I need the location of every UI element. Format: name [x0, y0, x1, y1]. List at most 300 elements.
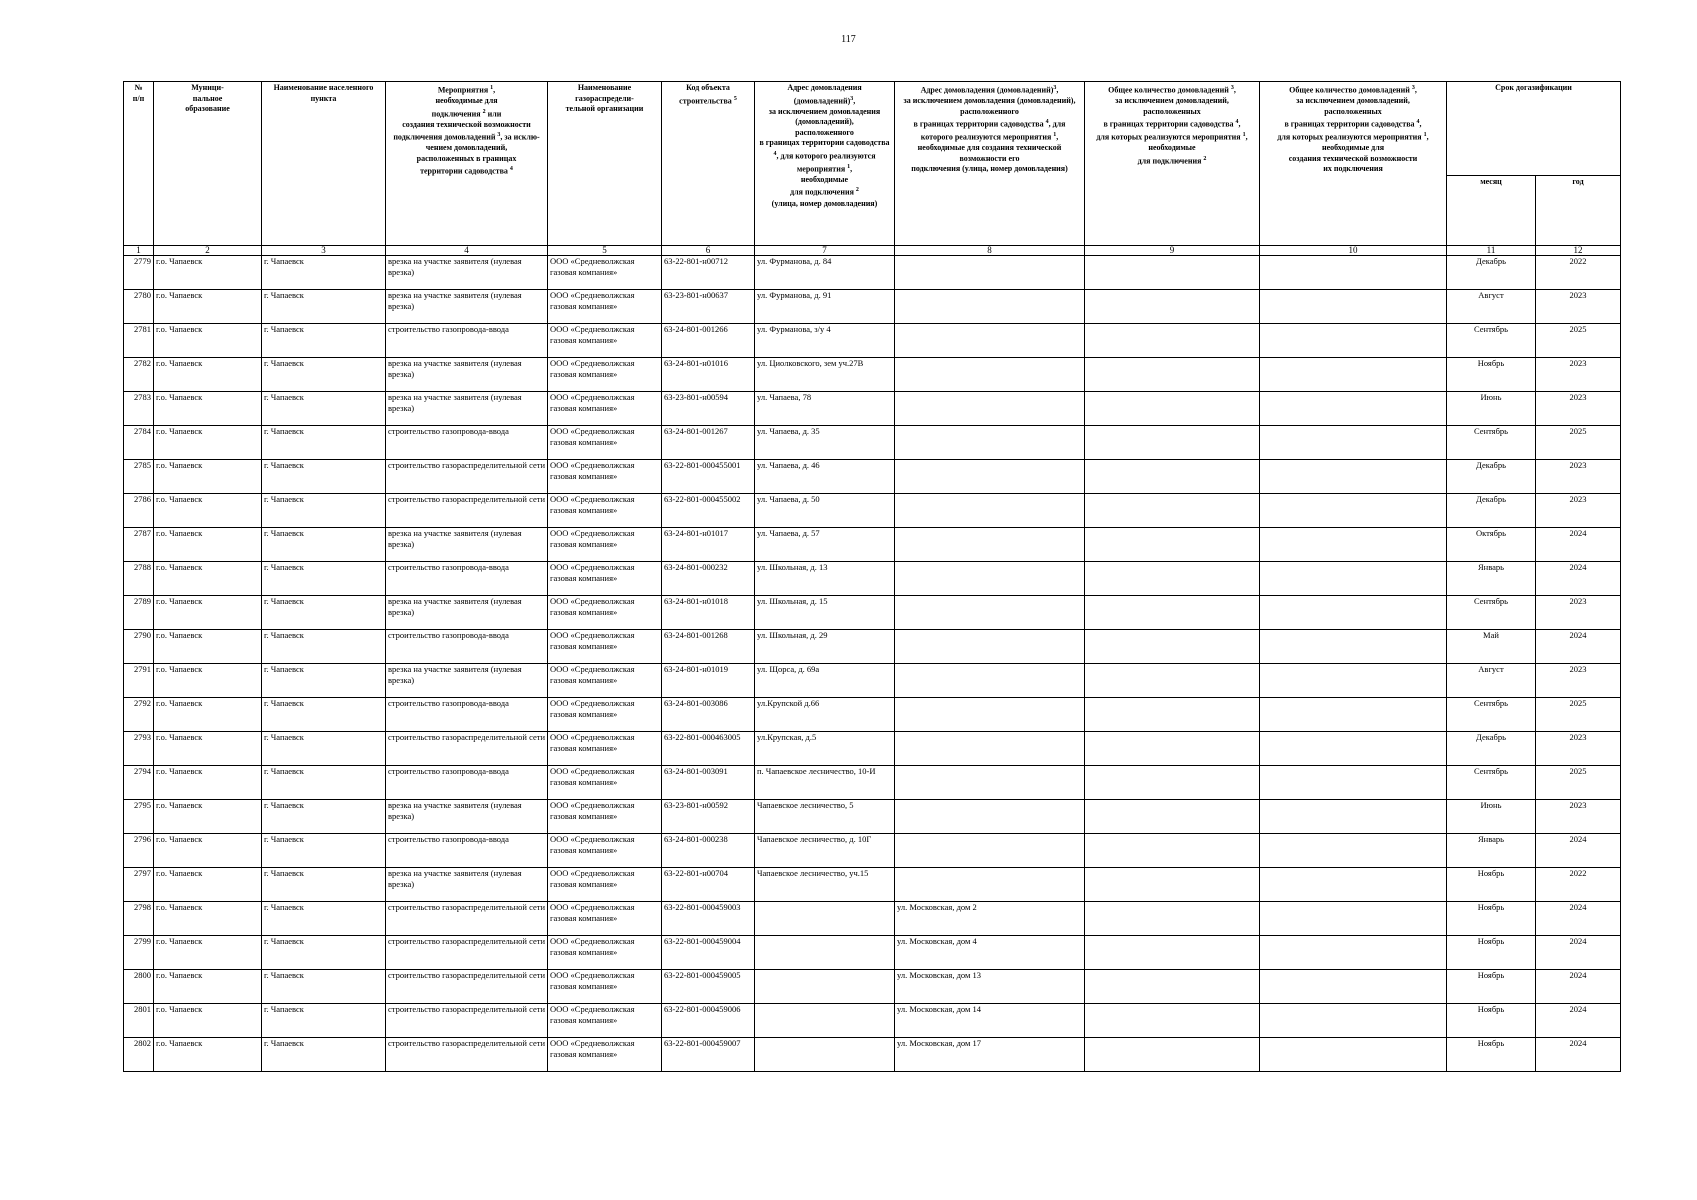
cell-locality: г. Чапаевск: [262, 698, 386, 732]
cell-object-code: 63-23-801-н00594: [662, 392, 755, 426]
cell-month: Декабрь: [1447, 256, 1536, 290]
cell-object-code: 63-24-801-н01017: [662, 528, 755, 562]
cell-address-tech: [895, 732, 1085, 766]
cell-event: строительство газораспределительной сети: [386, 902, 548, 936]
table-row: [124, 766, 1621, 800]
cell-organization: ООО «Средневолжская газовая компания»: [548, 766, 662, 800]
cell-year: 2024: [1536, 1038, 1621, 1072]
header-organization: Наименование газораспредели- тельной организации: [548, 82, 662, 246]
cell-municipality: г.о. Чапаевск: [154, 698, 262, 732]
cell-locality: г. Чапаевск: [262, 392, 386, 426]
cell-object-code: 63-22-801-000463005: [662, 732, 755, 766]
cell-locality: г. Чапаевск: [262, 494, 386, 528]
cell-organization: ООО «Средневолжская газовая компания»: [548, 426, 662, 460]
cell-year: 2023: [1536, 392, 1621, 426]
cell-row-number: 2787: [124, 528, 154, 562]
table-row: [124, 494, 1621, 528]
cell-total-connection: [1085, 1004, 1260, 1038]
cell-total-connection: [1085, 596, 1260, 630]
cell-organization: ООО «Средневолжская газовая компания»: [548, 256, 662, 290]
cell-locality: г. Чапаевск: [262, 902, 386, 936]
cell-total-tech: [1260, 1004, 1447, 1038]
cell-month: Декабрь: [1447, 494, 1536, 528]
cell-object-code: 63-24-801-н01018: [662, 596, 755, 630]
cell-month: Январь: [1447, 562, 1536, 596]
cell-object-code: 63-23-801-н00592: [662, 800, 755, 834]
cell-address-tech: ул. Московская, дом 13: [895, 970, 1085, 1004]
cell-municipality: г.о. Чапаевск: [154, 970, 262, 1004]
cell-row-number: 2785: [124, 460, 154, 494]
table-row: [124, 902, 1621, 936]
cell-address-tech: [895, 868, 1085, 902]
cell-month: Сентябрь: [1447, 426, 1536, 460]
cell-month: Ноябрь: [1447, 902, 1536, 936]
cell-municipality: г.о. Чапаевск: [154, 392, 262, 426]
cell-locality: г. Чапаевск: [262, 528, 386, 562]
column-number: 11: [1447, 246, 1536, 256]
cell-row-number: 2779: [124, 256, 154, 290]
cell-address-connection: ул. Фурманова, д. 84: [755, 256, 895, 290]
cell-object-code: 63-22-801-000455002: [662, 494, 755, 528]
column-number: 5: [548, 246, 662, 256]
cell-total-connection: [1085, 1038, 1260, 1072]
cell-municipality: г.о. Чапаевск: [154, 800, 262, 834]
cell-municipality: г.о. Чапаевск: [154, 834, 262, 868]
header-municipality: Муници- пальное образование: [154, 82, 262, 246]
cell-event: врезка на участке заявителя (нулевая врезка): [386, 528, 548, 562]
cell-object-code: 63-22-801-н00712: [662, 256, 755, 290]
cell-object-code: 63-22-801-000459004: [662, 936, 755, 970]
cell-object-code: 63-22-801-000459005: [662, 970, 755, 1004]
cell-organization: ООО «Средневолжская газовая компания»: [548, 392, 662, 426]
cell-event: строительство газопровода-ввода: [386, 834, 548, 868]
cell-row-number: 2788: [124, 562, 154, 596]
cell-year: 2023: [1536, 596, 1621, 630]
cell-total-connection: [1085, 664, 1260, 698]
column-number-row: [124, 246, 1621, 256]
cell-month: Ноябрь: [1447, 970, 1536, 1004]
table-row: [124, 596, 1621, 630]
page-number: 117: [841, 34, 856, 45]
cell-address-connection: [755, 902, 895, 936]
cell-locality: г. Чапаевск: [262, 358, 386, 392]
cell-year: 2023: [1536, 494, 1621, 528]
cell-year: 2022: [1536, 256, 1621, 290]
cell-organization: ООО «Средневолжская газовая компания»: [548, 834, 662, 868]
cell-address-connection: ул.Крупской д.66: [755, 698, 895, 732]
cell-object-code: 63-24-801-003086: [662, 698, 755, 732]
cell-total-connection: [1085, 324, 1260, 358]
cell-month: Декабрь: [1447, 732, 1536, 766]
cell-organization: ООО «Средневолжская газовая компания»: [548, 936, 662, 970]
cell-month: Июнь: [1447, 800, 1536, 834]
cell-row-number: 2780: [124, 290, 154, 324]
cell-month: Сентябрь: [1447, 698, 1536, 732]
header-month: месяц: [1447, 176, 1536, 246]
cell-month: Ноябрь: [1447, 868, 1536, 902]
cell-municipality: г.о. Чапаевск: [154, 358, 262, 392]
cell-year: 2023: [1536, 460, 1621, 494]
cell-address-connection: [755, 970, 895, 1004]
cell-municipality: г.о. Чапаевск: [154, 936, 262, 970]
cell-address-connection: Чапаевское лесничество, уч.15: [755, 868, 895, 902]
table-row: [124, 800, 1621, 834]
cell-total-tech: [1260, 256, 1447, 290]
table-body: [124, 246, 1621, 1072]
cell-month: Сентябрь: [1447, 596, 1536, 630]
cell-month: Ноябрь: [1447, 1004, 1536, 1038]
table-row: [124, 392, 1621, 426]
cell-total-connection: [1085, 494, 1260, 528]
cell-month: Сентябрь: [1447, 324, 1536, 358]
cell-municipality: г.о. Чапаевск: [154, 528, 262, 562]
cell-locality: г. Чапаевск: [262, 290, 386, 324]
cell-address-tech: [895, 596, 1085, 630]
cell-total-tech: [1260, 732, 1447, 766]
cell-event: врезка на участке заявителя (нулевая врезка): [386, 800, 548, 834]
cell-object-code: 63-24-801-н01016: [662, 358, 755, 392]
cell-row-number: 2792: [124, 698, 154, 732]
cell-event: строительство газопровода-ввода: [386, 426, 548, 460]
cell-address-tech: [895, 766, 1085, 800]
cell-total-tech: [1260, 528, 1447, 562]
cell-event: строительство газораспределительной сети: [386, 494, 548, 528]
cell-locality: г. Чапаевск: [262, 732, 386, 766]
cell-locality: г. Чапаевск: [262, 596, 386, 630]
cell-event: строительство газораспределительной сети: [386, 970, 548, 1004]
cell-row-number: 2799: [124, 936, 154, 970]
cell-address-connection: ул. Чапаева, д. 35: [755, 426, 895, 460]
column-number: 8: [895, 246, 1085, 256]
cell-organization: ООО «Средневолжская газовая компания»: [548, 902, 662, 936]
cell-total-connection: [1085, 256, 1260, 290]
cell-organization: ООО «Средневолжская газовая компания»: [548, 1004, 662, 1038]
cell-total-connection: [1085, 426, 1260, 460]
column-number: 3: [262, 246, 386, 256]
cell-address-tech: [895, 664, 1085, 698]
cell-address-connection: ул. Чапаева, 78: [755, 392, 895, 426]
cell-organization: ООО «Средневолжская газовая компания»: [548, 970, 662, 1004]
cell-month: Май: [1447, 630, 1536, 664]
column-number: 1: [124, 246, 154, 256]
cell-organization: ООО «Средневолжская газовая компания»: [548, 358, 662, 392]
column-number: 10: [1260, 246, 1447, 256]
cell-year: 2024: [1536, 902, 1621, 936]
cell-total-tech: [1260, 392, 1447, 426]
cell-organization: ООО «Средневолжская газовая компания»: [548, 732, 662, 766]
cell-year: 2024: [1536, 936, 1621, 970]
cell-year: 2024: [1536, 1004, 1621, 1038]
cell-address-connection: ул. Школьная, д. 29: [755, 630, 895, 664]
cell-locality: г. Чапаевск: [262, 664, 386, 698]
cell-year: 2022: [1536, 868, 1621, 902]
cell-locality: г. Чапаевск: [262, 1004, 386, 1038]
cell-organization: ООО «Средневолжская газовая компания»: [548, 324, 662, 358]
table-row: [124, 1004, 1621, 1038]
cell-address-tech: [895, 800, 1085, 834]
cell-object-code: 63-24-801-001268: [662, 630, 755, 664]
cell-row-number: 2802: [124, 1038, 154, 1072]
cell-row-number: 2784: [124, 426, 154, 460]
cell-total-connection: [1085, 970, 1260, 1004]
cell-address-tech: [895, 494, 1085, 528]
cell-address-tech: [895, 562, 1085, 596]
header-address-connection: Адрес домовладения (домовладений)$^3$, за исключением домовладения (домовладений), расположенного в границах территории садоводства $^4$, для которого реализуются мероприятия $^1$, необходимые для подключения $^2$ (улица, номер домовладения): [755, 82, 895, 246]
cell-object-code: 63-22-801-000459003: [662, 902, 755, 936]
cell-organization: ООО «Средневолжская газовая компания»: [548, 460, 662, 494]
cell-row-number: 2798: [124, 902, 154, 936]
cell-object-code: 63-24-801-001267: [662, 426, 755, 460]
cell-total-tech: [1260, 834, 1447, 868]
column-number: 9: [1085, 246, 1260, 256]
cell-event: строительство газопровода-ввода: [386, 698, 548, 732]
cell-address-connection: ул. Щорса, д. 69а: [755, 664, 895, 698]
cell-event: строительство газораспределительной сети: [386, 936, 548, 970]
table-row: [124, 970, 1621, 1004]
cell-month: Октябрь: [1447, 528, 1536, 562]
cell-total-connection: [1085, 732, 1260, 766]
cell-event: врезка на участке заявителя (нулевая врезка): [386, 664, 548, 698]
cell-month: Август: [1447, 664, 1536, 698]
cell-total-tech: [1260, 290, 1447, 324]
table-row: [124, 664, 1621, 698]
cell-total-connection: [1085, 630, 1260, 664]
cell-total-tech: [1260, 936, 1447, 970]
cell-object-code: 63-23-801-н00637: [662, 290, 755, 324]
cell-year: 2025: [1536, 766, 1621, 800]
cell-total-tech: [1260, 902, 1447, 936]
cell-total-connection: [1085, 290, 1260, 324]
cell-locality: г. Чапаевск: [262, 324, 386, 358]
cell-object-code: 63-24-801-000232: [662, 562, 755, 596]
cell-month: Ноябрь: [1447, 1038, 1536, 1072]
table-row: [124, 528, 1621, 562]
cell-municipality: г.о. Чапаевск: [154, 290, 262, 324]
cell-event: строительство газораспределительной сети: [386, 460, 548, 494]
cell-address-connection: ул. Чапаева, д. 57: [755, 528, 895, 562]
cell-address-connection: [755, 936, 895, 970]
cell-address-connection: Чапаевское лесничество, д. 10Г: [755, 834, 895, 868]
cell-locality: г. Чапаевск: [262, 936, 386, 970]
cell-row-number: 2794: [124, 766, 154, 800]
table-row: [124, 1038, 1621, 1072]
cell-row-number: 2791: [124, 664, 154, 698]
cell-organization: ООО «Средневолжская газовая компания»: [548, 596, 662, 630]
cell-row-number: 2800: [124, 970, 154, 1004]
table-row: [124, 290, 1621, 324]
cell-month: Сентябрь: [1447, 766, 1536, 800]
cell-locality: г. Чапаевск: [262, 970, 386, 1004]
cell-municipality: г.о. Чапаевск: [154, 766, 262, 800]
cell-event: строительство газопровода-ввода: [386, 766, 548, 800]
cell-month: Июнь: [1447, 392, 1536, 426]
cell-year: 2024: [1536, 834, 1621, 868]
header-locality: Наименование населенного пункта: [262, 82, 386, 246]
cell-locality: г. Чапаевск: [262, 868, 386, 902]
cell-year: 2024: [1536, 630, 1621, 664]
cell-organization: ООО «Средневолжская газовая компания»: [548, 494, 662, 528]
table-row: [124, 936, 1621, 970]
cell-month: Август: [1447, 290, 1536, 324]
cell-object-code: 63-24-801-н01019: [662, 664, 755, 698]
cell-row-number: 2781: [124, 324, 154, 358]
cell-address-connection: п. Чапаевское лесничество, 10-И: [755, 766, 895, 800]
cell-row-number: 2786: [124, 494, 154, 528]
cell-year: 2023: [1536, 358, 1621, 392]
cell-total-tech: [1260, 426, 1447, 460]
cell-total-connection: [1085, 562, 1260, 596]
cell-municipality: г.о. Чапаевск: [154, 596, 262, 630]
cell-year: 2024: [1536, 528, 1621, 562]
cell-row-number: 2782: [124, 358, 154, 392]
cell-row-number: 2796: [124, 834, 154, 868]
cell-address-tech: ул. Московская, дом 17: [895, 1038, 1085, 1072]
cell-locality: г. Чапаевск: [262, 766, 386, 800]
cell-organization: ООО «Средневолжская газовая компания»: [548, 630, 662, 664]
cell-address-tech: ул. Московская, дом 14: [895, 1004, 1085, 1038]
cell-municipality: г.о. Чапаевск: [154, 494, 262, 528]
cell-municipality: г.о. Чапаевск: [154, 460, 262, 494]
cell-municipality: г.о. Чапаевск: [154, 1004, 262, 1038]
cell-row-number: 2783: [124, 392, 154, 426]
column-number: 6: [662, 246, 755, 256]
cell-total-tech: [1260, 1038, 1447, 1072]
cell-total-connection: [1085, 358, 1260, 392]
cell-total-tech: [1260, 630, 1447, 664]
cell-object-code: 63-24-801-003091: [662, 766, 755, 800]
column-number: 4: [386, 246, 548, 256]
gasification-table: [123, 81, 1621, 1072]
header-deadline: Срок догазификации: [1447, 82, 1621, 176]
cell-address-tech: [895, 834, 1085, 868]
cell-locality: г. Чапаевск: [262, 426, 386, 460]
cell-year: 2025: [1536, 324, 1621, 358]
cell-address-tech: [895, 698, 1085, 732]
cell-locality: г. Чапаевск: [262, 256, 386, 290]
cell-organization: ООО «Средневолжская газовая компания»: [548, 562, 662, 596]
cell-address-tech: [895, 460, 1085, 494]
cell-address-tech: [895, 392, 1085, 426]
cell-municipality: г.о. Чапаевск: [154, 902, 262, 936]
cell-organization: ООО «Средневолжская газовая компания»: [548, 290, 662, 324]
cell-locality: г. Чапаевск: [262, 1038, 386, 1072]
cell-address-connection: ул. Школьная, д. 13: [755, 562, 895, 596]
cell-month: Январь: [1447, 834, 1536, 868]
cell-row-number: 2801: [124, 1004, 154, 1038]
header-num: № п/п: [124, 82, 154, 246]
column-number: 7: [755, 246, 895, 256]
cell-locality: г. Чапаевск: [262, 630, 386, 664]
cell-municipality: г.о. Чапаевск: [154, 1038, 262, 1072]
cell-total-tech: [1260, 766, 1447, 800]
cell-total-connection: [1085, 902, 1260, 936]
cell-year: 2025: [1536, 698, 1621, 732]
cell-event: врезка на участке заявителя (нулевая врезка): [386, 392, 548, 426]
cell-address-connection: [755, 1004, 895, 1038]
cell-address-tech: [895, 426, 1085, 460]
cell-address-connection: Чапаевское лесничество, 5: [755, 800, 895, 834]
cell-address-connection: ул. Чапаева, д. 50: [755, 494, 895, 528]
cell-organization: ООО «Средневолжская газовая компания»: [548, 698, 662, 732]
cell-municipality: г.о. Чапаевск: [154, 868, 262, 902]
cell-total-tech: [1260, 460, 1447, 494]
cell-event: врезка на участке заявителя (нулевая врезка): [386, 256, 548, 290]
cell-year: 2025: [1536, 426, 1621, 460]
cell-total-connection: [1085, 766, 1260, 800]
cell-total-connection: [1085, 460, 1260, 494]
table-row: [124, 358, 1621, 392]
table-row: [124, 562, 1621, 596]
cell-locality: г. Чапаевск: [262, 800, 386, 834]
table-row: [124, 324, 1621, 358]
cell-year: 2023: [1536, 732, 1621, 766]
table-row: [124, 256, 1621, 290]
cell-address-connection: ул. Циолковского, зем уч.27В: [755, 358, 895, 392]
cell-object-code: 63-24-801-000238: [662, 834, 755, 868]
header-object-code: Код объекта строительства $^5$: [662, 82, 755, 246]
header-total-connection: Общее количество домовладений $^3$, за исключением домовладений, расположенных в границах территории садоводства $^4$, для которых реализуются мероприятия $^1$, необходимые для подключения $^2$: [1085, 82, 1260, 246]
cell-total-tech: [1260, 358, 1447, 392]
cell-total-tech: [1260, 698, 1447, 732]
cell-year: 2023: [1536, 664, 1621, 698]
cell-address-connection: [755, 1038, 895, 1072]
cell-address-tech: [895, 290, 1085, 324]
cell-address-connection: ул. Фурманова, з/у 4: [755, 324, 895, 358]
table-row: [124, 426, 1621, 460]
cell-address-connection: ул. Фурманова, д. 91: [755, 290, 895, 324]
cell-municipality: г.о. Чапаевск: [154, 664, 262, 698]
cell-municipality: г.о. Чапаевск: [154, 324, 262, 358]
cell-municipality: г.о. Чапаевск: [154, 426, 262, 460]
cell-address-connection: ул. Школьная, д. 15: [755, 596, 895, 630]
header-address-tech: Адрес домовладения (домовладений)$^3$, за исключением домовладения (домовладений), расположенного в границах территории садоводства $^4$, для которого реализуются мероприятия $^1$, необходимые для создания технической возможности его подключения (улица, номер домовладения): [895, 82, 1085, 246]
table-row: [124, 630, 1621, 664]
cell-total-tech: [1260, 970, 1447, 1004]
cell-object-code: 63-22-801-000459006: [662, 1004, 755, 1038]
cell-total-connection: [1085, 800, 1260, 834]
cell-total-connection: [1085, 834, 1260, 868]
cell-event: строительство газораспределительной сети: [386, 1038, 548, 1072]
cell-address-tech: [895, 324, 1085, 358]
cell-municipality: г.о. Чапаевск: [154, 732, 262, 766]
cell-row-number: 2790: [124, 630, 154, 664]
cell-locality: г. Чапаевск: [262, 562, 386, 596]
cell-month: Декабрь: [1447, 460, 1536, 494]
cell-total-tech: [1260, 868, 1447, 902]
table-row: [124, 732, 1621, 766]
cell-address-tech: [895, 358, 1085, 392]
cell-event: строительство газопровода-ввода: [386, 562, 548, 596]
cell-row-number: 2789: [124, 596, 154, 630]
cell-event: строительство газораспределительной сети: [386, 1004, 548, 1038]
cell-address-tech: ул. Московская, дом 4: [895, 936, 1085, 970]
cell-organization: ООО «Средневолжская газовая компания»: [548, 800, 662, 834]
cell-event: врезка на участке заявителя (нулевая врезка): [386, 358, 548, 392]
cell-row-number: 2797: [124, 868, 154, 902]
cell-total-connection: [1085, 392, 1260, 426]
cell-organization: ООО «Средневолжская газовая компания»: [548, 664, 662, 698]
cell-event: строительство газораспределительной сети: [386, 732, 548, 766]
cell-address-tech: ул. Московская, дом 2: [895, 902, 1085, 936]
cell-address-connection: ул.Крупская, д.5: [755, 732, 895, 766]
cell-total-tech: [1260, 494, 1447, 528]
cell-object-code: 63-24-801-001266: [662, 324, 755, 358]
cell-address-tech: [895, 630, 1085, 664]
cell-organization: ООО «Средневолжская газовая компания»: [548, 1038, 662, 1072]
cell-total-connection: [1085, 528, 1260, 562]
cell-total-connection: [1085, 698, 1260, 732]
cell-event: строительство газопровода-ввода: [386, 630, 548, 664]
